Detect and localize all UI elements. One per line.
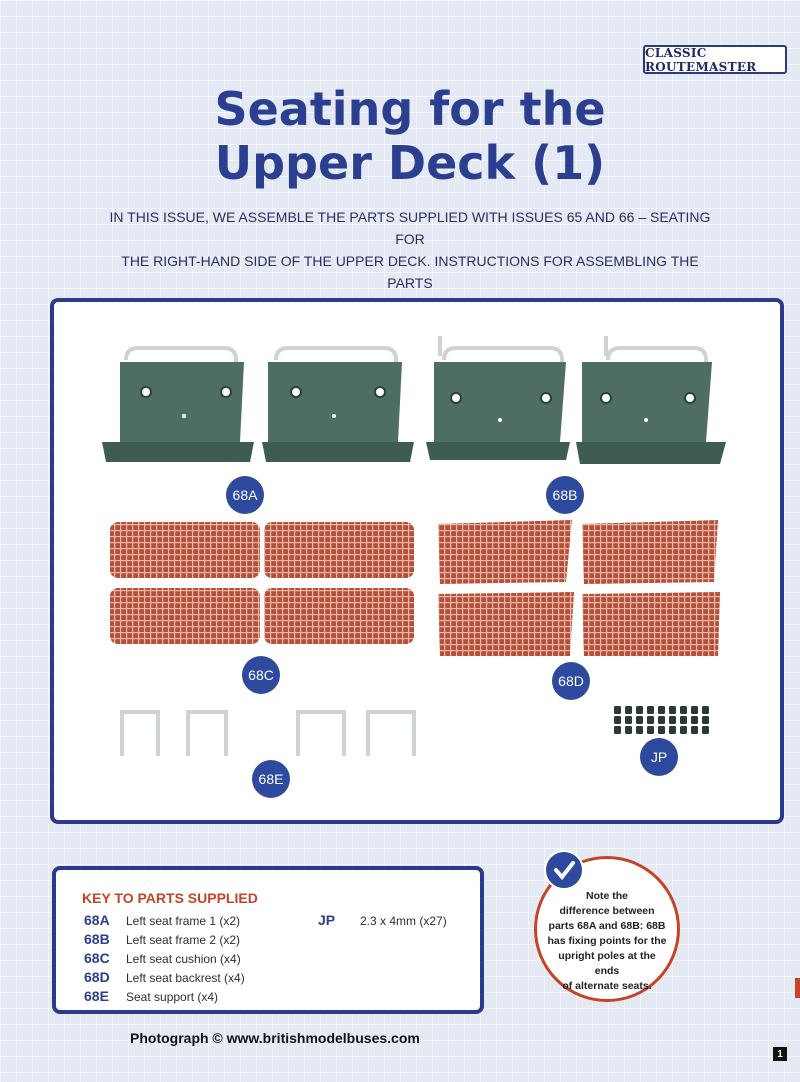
note-text [545, 889, 669, 994]
key-description: Seat support (x4) [126, 990, 219, 1004]
note-line: upright poles at the ends [558, 950, 656, 977]
title-line-2: Upper Deck (1) [214, 136, 606, 190]
screw [636, 706, 643, 714]
screw [647, 706, 654, 714]
screw [680, 706, 687, 714]
screw [669, 706, 676, 714]
part-label-68e: 68E [252, 760, 290, 798]
screw [702, 706, 709, 714]
screw [680, 726, 687, 734]
screw [647, 726, 654, 734]
checkmark-icon [544, 850, 584, 890]
key-item-68b [84, 931, 240, 950]
key-item-68a [84, 912, 240, 931]
intro-line-2: THE RIGHT-HAND SIDE OF THE UPPER DECK. INSTRUCTIONS FOR ASSEMBLING THE PARTS [121, 253, 699, 291]
parts-key [52, 866, 484, 1014]
seat-frame-68b-2 [576, 336, 726, 464]
screw [691, 706, 698, 714]
screw [669, 716, 676, 724]
key-code: 68E [84, 988, 109, 1004]
photo-credit: Photograph © www.britishmodelbuses.com [130, 1030, 420, 1046]
page-number: 1 [773, 1047, 787, 1061]
seat-frame-68b-1 [426, 336, 570, 460]
key-code: 68D [84, 969, 110, 985]
screw [702, 716, 709, 724]
seat-frame-68a-1 [102, 348, 254, 462]
note-line: difference between [559, 905, 655, 917]
key-code: JP [318, 912, 336, 928]
page-title [0, 82, 800, 190]
note-line: parts 68A and 68B: 68B [548, 920, 666, 932]
screw [614, 706, 621, 714]
seat-backrests-68d [438, 520, 720, 656]
screw [658, 716, 665, 724]
note-line: of alternate seats. [562, 980, 652, 992]
part-label-68d: 68D [552, 662, 590, 700]
key-item-68d [84, 969, 245, 988]
seat-cushions-68c [110, 522, 414, 644]
key-description: Left seat frame 1 (x2) [126, 914, 241, 928]
key-description: Left seat cushion (x4) [126, 952, 241, 966]
part-label-68c: 68C [242, 656, 280, 694]
key-code: 68B [84, 931, 110, 947]
screw [658, 726, 665, 734]
intro-line-1: IN THIS ISSUE, WE ASSEMBLE THE PARTS SUPPLIED WITH ISSUES 65 AND 66 – SEATING FOR [109, 209, 711, 247]
key-code: 68C [84, 950, 110, 966]
key-item-68c [84, 950, 241, 969]
seat-frame-68a-2 [262, 348, 414, 462]
screw [680, 716, 687, 724]
note-line: Note the [586, 890, 628, 902]
key-item-jp [318, 912, 447, 931]
screw [658, 706, 665, 714]
parts-panel [50, 298, 784, 824]
screw [691, 726, 698, 734]
screw [669, 726, 676, 734]
key-description: Left seat backrest (x4) [126, 971, 245, 985]
screw [625, 706, 632, 714]
screw [636, 726, 643, 734]
screw [702, 726, 709, 734]
screw [614, 716, 621, 724]
screw [625, 716, 632, 724]
seat-supports-68e [122, 712, 414, 756]
key-description: 2.3 x 4mm (x27) [360, 914, 447, 928]
series-tag: CLASSIC ROUTEMASTER [643, 45, 787, 74]
screw [691, 716, 698, 724]
part-label-68a: 68A [226, 476, 264, 514]
part-label-jp: JP [640, 738, 678, 776]
note-line: has fixing points for the [547, 935, 667, 947]
key-item-68e [84, 988, 218, 1007]
title-line-1: Seating for the [214, 82, 606, 136]
screw [625, 726, 632, 734]
edge-tab [795, 978, 800, 998]
key-title: KEY TO PARTS SUPPLIED [82, 890, 258, 906]
jp-screws [614, 706, 709, 734]
screw [614, 726, 621, 734]
part-label-68b: 68B [546, 476, 584, 514]
key-description: Left seat frame 2 (x2) [126, 933, 241, 947]
screw [647, 716, 654, 724]
key-code: 68A [84, 912, 110, 928]
screw [636, 716, 643, 724]
